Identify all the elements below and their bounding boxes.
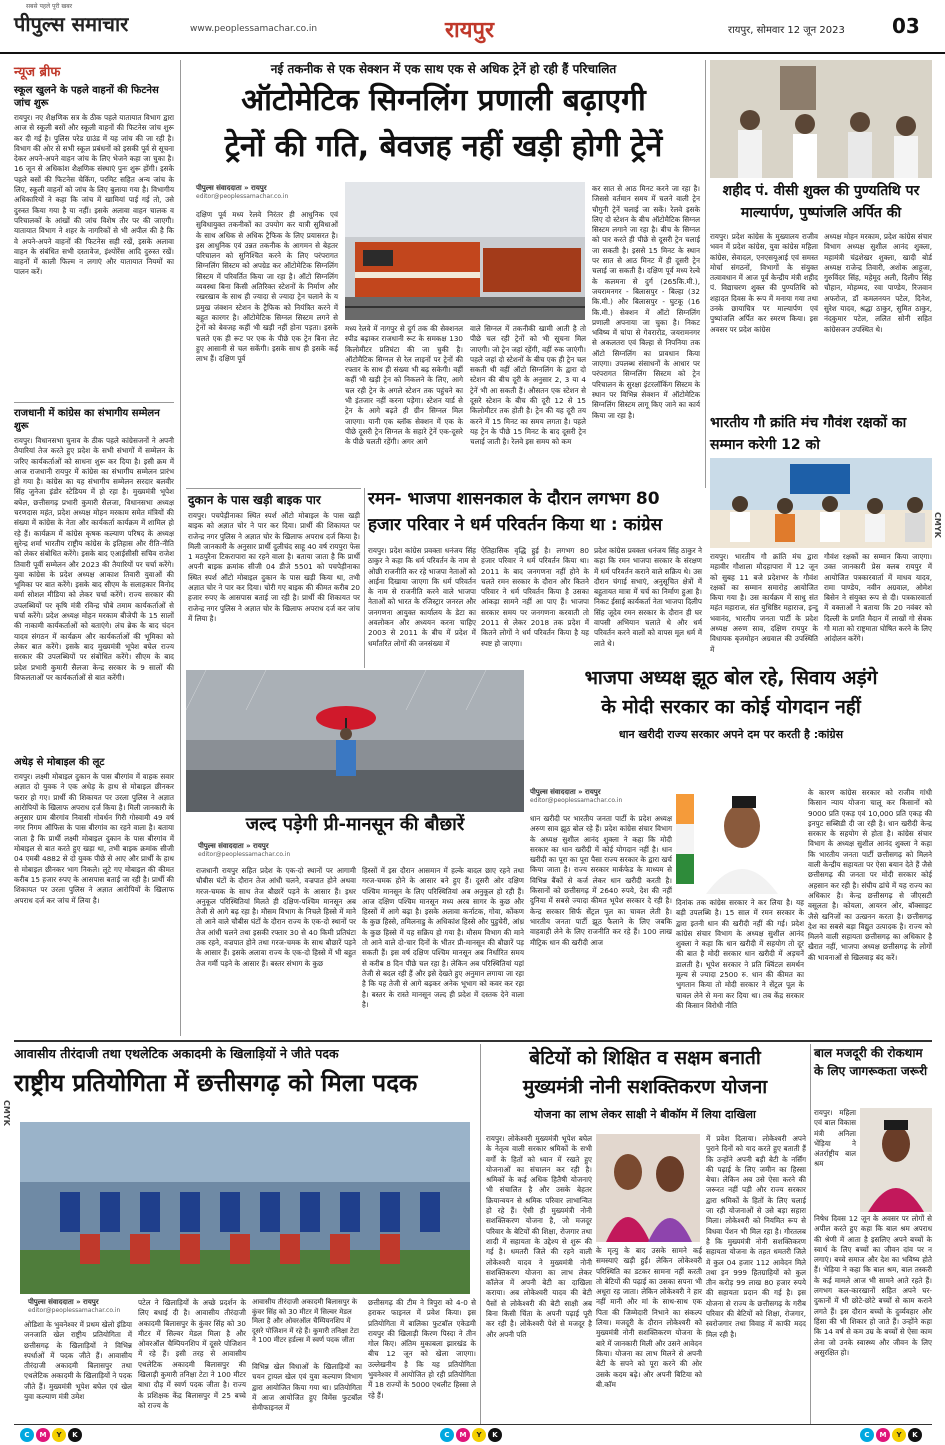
minister-photo bbox=[860, 1108, 932, 1212]
issue-date: रायपुर, सोमवार 12 जून 2023 bbox=[728, 25, 845, 36]
team-photo bbox=[20, 1122, 470, 1294]
rail-headline-line2: ट्रेनों की गति, बेवजह नहीं खड़ी होगी ट्रेनें bbox=[224, 129, 663, 164]
column-rule bbox=[480, 1044, 481, 1424]
cmyk-m: M bbox=[876, 1428, 890, 1442]
rail-col-1: दक्षिण पूर्व मध्य रेलवे निरंतर ही आधुनिक एवं सुविधायुक्त तकनीकों का उपयोग कर यात्री सुविधाओं के साथ अधिक से अधिक ट्रैफिक के लिए प्रयासरत है। इस आधुनिक एवं उन्नत तकनीक के आगमन से बेहतर परिचालन को सुनिश्चित करने के लिए परंपरागत सिग्नलिंग सिस्टम को अपग्रेड कर ऑटोमेटिक सिग्नलिंग सिस्टम में परिवर्तित किया जा रहा है। ऑटो सिग्नलिंग व्यवस्था बिना किसी अतिरिक्त स्टेशनों के निर्माण और रखरखाव के साथ ही ज्यादा से ज्यादा ट्रेन चलाने के य प्रमुख जंक्शन स्टेशन के ट्रैफिक को नियंत्रित करने में बहुत कारगर है। ऑटोमेटिक सिग्नल सिस्टम लगने से ट्रेनों को बेवजह कहीं भी खड़ी नहीं होना पड़ता। इसके चलते एक ही रूट पर एक के पीछे एक ट्रेन बिना लेट हुए आसानी से चल सकेंगी। इसके साथ ही इसके कई लाभ हैं। दक्षिण पूर्व bbox=[196, 210, 338, 364]
side-cmyk-mark: CMYK bbox=[2, 1100, 11, 1126]
rail-headline-line1: ऑटोमेटिक सिग्नलिंग प्रणाली बढ़ाएगी bbox=[241, 83, 646, 118]
side-cmyk-mark: CMYK bbox=[933, 512, 942, 538]
train-photo bbox=[345, 182, 585, 320]
cmyk-y: Y bbox=[472, 1428, 486, 1442]
archery-byline: पीपुल्स संवाददाता » रायपुर bbox=[28, 1298, 99, 1306]
news-brief-label: न्यूज ब्रीफ bbox=[14, 65, 61, 80]
tribute-col-1: रायपुर। प्रदेश कांग्रेस के मुख्यालय राजीव भवन में प्रदेश कांग्रेस, युवा कांग्रेस महिला कांग्रेस, सेवादल, एनएसयूआई एवं समस्त मोर्चा संगठनों, विभागों के संयुक्त तत्वावधान में आज पूर्व केन्द्रीय मंत्री शहीद पं. विद्याचरण शुक्ल की पुण्यतिथि को शहादत दिवस के रूप में मनाया गया तथा उनके छायाचित्र पर माल्यार्पण एवं पुष्पांजलि अर्पित कर स्मरण किया। इस अवसर पर प्रदेश कांग्रेस bbox=[710, 232, 818, 334]
rail-email[interactable]: editor@peoplessamachar.co.in bbox=[196, 193, 289, 200]
monsoon-email[interactable]: editor@peoplessamachar.co.in bbox=[198, 851, 291, 858]
brand-logo: पीपुल्स समाचार bbox=[14, 12, 129, 36]
masthead bbox=[0, 0, 945, 54]
column-rule bbox=[180, 60, 181, 1036]
child-labour-headline-box bbox=[814, 1044, 932, 1104]
column-rule bbox=[364, 488, 365, 668]
rain-photo bbox=[186, 670, 524, 812]
conversion-headline-line2: हजार परिवार ने धर्म परिवर्तन किया था : कांग्रेस bbox=[368, 515, 663, 535]
cmyk-k: K bbox=[68, 1428, 82, 1442]
rail-col-3: वाले सिग्नल में तकनीकी खामी आती है तो पीछे चल रही ट्रेनों को भी सूचना मिल जाएगी। जो ट्रेन जहां रहेंगी, वहीं रुक जाएंगी। पहले जहां दो स्टेशनों के बीच एक ही ट्रेन चल सकती थी वहीं ऑटो सिग्नलिंग के द्वारा दो स्टेशन की बीच दूरी के अनुसार 2, 3 या 4 ट्रेनें भी आ सकती हैं। औसतन एक स्टेशन से दूसरे स्टेशन के बीच की दूरी 12 से 15 किलोमीटर तक होती है। ट्रेन की यह दूरी तय करने में 15 मिनट का समय लगता है। पहले यह ट्रेन के पीछे 15 मिनट के बाद दूसरी ट्रेन चलाई जाती है। रेलवे इस समय को कम bbox=[470, 324, 586, 447]
brief-body-1: रायपुर। नए शैक्षणिक सत्र के ठीक पहले यातायात विभाग द्वारा आज से स्कूली बसों और स्कूली वाहनों की फिटनेस जांच शुरू कर दी गई है। पुलिस परेड ग्राउंड में यह जांच की जा रही है। विभाग की ओर से सभी स्कूल प्रबंधनों को इसकी पूर्व से सूचना देकर अपने-अपने वाहन जांच के लिए भेजने कहा जा चुका है। 16 जून से अधिकांश शैक्षणिक संस्थाएं पुनः शुरू होंगी। इसके पहले बसों की फिटनेस चेकिंग, परमिट सहित अन्य जांच के लिए, स्कूली वाहनों को जांच के लिए बुलाया गया है। विभागीय अधिकारियों ने कहा कि जांच में खामियां पाई गई तो, उसे दुरुस्त किया गया है या नहीं। इसके अलावा वाहन चालक व परिचालकों के आंखों की जांच विशेष तौर पर की जाएगी। यातायात विभाग ने शहर के नागरिकों से भी अपील की है कि वे अपने-अपने वाहनों की फिटनेस सही रखें, इसके अलावा वाहन के संबंधित सभी दस्तावेज, इंश्योरेंस आदि दुरुस्त रखें। वाहनों में काली फिल्म न लगाएं और यातायात नियमों का पालन करें। bbox=[14, 113, 174, 277]
footer-rule bbox=[14, 1424, 932, 1425]
conversion-headline-box bbox=[368, 486, 703, 542]
tribute-col-2: अध्यक्ष मोहन मरकाम, प्रदेश कांग्रेस संचार विभाग अध्यक्ष सुशील आनंद शुक्ला, महामंत्री चंद्रशेखर शुक्ला, खादी बोर्ड अध्यक्ष राजेन्द्र तिवारी, अशोक आहूजा, गुरुविंदर सिंह, महेमूद अली, दिलीप सिंह चौहान, मोहम्मद, रवा पाण्डेय, रिजवान अफरोज, डॉ कमलनयन पटेल, दिनेश, सुरेश यादव, श्रद्धा ठाकुर, सुमित ठाकुर, नंदकुमार पटेल, ललित सोनी सहित कांग्रेसजन उपस्थित थे। bbox=[824, 232, 932, 334]
section-divider bbox=[14, 1040, 932, 1042]
rail-byline: पीपुल्स संवाददाता » रायपुर bbox=[196, 184, 267, 192]
bjp-headline-line2: के मोदी सरकार का कोई योगदान नहीं bbox=[601, 696, 861, 718]
bjp-col-3: के कारण कांग्रेस सरकार को राजीव गांधी किसान न्याय योजना चालू कर किसानों को 9000 प्रति एकड़ एवं 10,000 प्रति एकड़ की इनपुट सब्सिडी दी जा रही है। धान खरीदी केन्द्र सरकार के सहयोग से होता है। कांग्रेस संचार विभाग के अध्यक्ष सुशील आनंद शुक्ला ने कहा कि भारतीय जनता पार्टी छत्तीसगढ़ को मिलने वाली केन्द्रीय सहायता पर ऐसा बयान देते हैं जैसे छत्तीसगढ़ की जनता पर मोदी सरकार कोई अहसान कर रही है। संघीय ढांचे में यह राज्य का अधिकार है। केन्द्र छत्तीसगढ़ से जीएसटी वसूलता है। कोयला, आयरन ओर, बॉक्साइट जैसे खनिजों का उत्खनन करता है। छत्तीसगढ़ देश का सबसे बड़ा विद्युत उत्पादक है। राज्य को मिलने वाली सहायता छत्तीसगढ़ का अधिकार है खैरात नहीं, भाजपा अध्यक्ष छत्तीसगढ़ के लोगों की भावनाओं से खिलवाड़ बंद करें। bbox=[808, 788, 932, 962]
politician-illustration bbox=[676, 788, 802, 894]
cmyk-y: Y bbox=[892, 1428, 906, 1442]
monsoon-byline-box bbox=[198, 842, 358, 862]
monsoon-headline: जल्द पड़ेगी प्री-मानसून की बौछारें bbox=[245, 814, 465, 835]
cmyk-k: K bbox=[908, 1428, 922, 1442]
archery-headline-box bbox=[14, 1044, 476, 1122]
child-labour-col-2: निषेध दिवस 12 जून के अवसर पर लोगों से अपील करते हुए कहा कि बाल श्रम अपराध की श्रेणी में आता है इसलिए अपने बच्चों के स्वार्थ के लिए बच्चों का जीवन दांव पर न लगाएं। बच्चे समाज और देश का भविष्य होते हैं। भेड़िया ने कहा कि बाल श्रम, बाल तस्करी के कई मामले आज भी सामने आते रहते हैं। लगभग कल-कारखानों सहित अपने घर-दुकानों में भी छोटे-छोटे बच्चों से काम कराने लगते हैं। इस दौरान बच्चों के दुर्व्यवहार और हिंसा की भी शिकार हो जाते हैं। उन्होंने कहा कि 14 वर्ष से कम उम्र के बच्चों से ऐसा काम लेना जो उनके स्वास्थ्य और जीवन के लिए असुरक्षित हो। bbox=[814, 1214, 932, 1357]
rail-byline-box bbox=[196, 184, 336, 208]
team-illustration bbox=[20, 1122, 470, 1294]
archery-highlight-box: आवासीय तीरंदाजी अकादमी बिलासपुर के कुंवर सिंह को 30 मीटर में सिल्वर मेडल मिला है और ओवरऑल चैम्पियनशिप में दूसरे पोजिशन में रहे हैं। कुमारी तनिक्षा टेटा ने 100 मीटर हर्डल्स में स्वर्ण पदक जीता bbox=[252, 1298, 359, 1344]
bjp-byline-box bbox=[530, 788, 670, 812]
cow-event-photo bbox=[710, 458, 932, 548]
conversion-col-3: प्रदेश कांग्रेस प्रवक्ता धनंजय सिंह ठाकुर ने कहा कि रमन भाजपा सरकार के संरक्षण में धर्म परिवर्तन कराने वाले सक्रिय थे। उस दौरान चंगाई सभाएं, अनुसूचित क्षेत्रों में बहुतायत मात्रा में चर्च का निर्माण हुआ है। निकट ईसाई कार्यकर्ता नेता भाजपा दिलीप सिंह जूदेव रमन सरकार के दौरान ही घर वापसी अभियान चलाते थे और धर्म परिवर्तन करने वालों को वापस मूल धर्म में लाते थे। bbox=[594, 546, 702, 648]
cmyk-c: C bbox=[440, 1428, 454, 1442]
cmyk-y: Y bbox=[52, 1428, 66, 1442]
brief-headline-1: स्कूल खुलने के पहले वाहनों की फिटनेस जांच शुरू bbox=[14, 85, 159, 109]
city-title: रायपुर bbox=[445, 18, 494, 43]
archery-kicker: आवासीय तीरंदाजी तथा एथलेटिक अकादमी के खिलाड़ियों ने जीते पदक bbox=[14, 1046, 339, 1061]
child-labour-headline: बाल मजदूरी की रोकथाम के लिए जागरूकता जरूरी bbox=[814, 1046, 928, 1078]
cmyk-registration-center bbox=[440, 1428, 502, 1442]
noni-col-2: के मृत्यु के बाद उसके सामने कई समस्याएं खड़ी हुईं। लेकिन लोकेश्वरी परिस्थिति का डटकर सामना नहीं करती तो बेटियों की पढ़ाई का उसका सपना भी अधूरा रह जाता। लेकिन लोकेश्वरी ने हार नहीं मानी और मां के साथ-साथ एक पिता की जिम्मेदारी निभाने का संकल्प लिया। मजदूरी के दौरान लोकेश्वरी को मुख्यमंत्री नोनी सशक्तिकरण योजना के बारे में जानकारी मिली और उसने आवेदन किया। योजना का लाभ मिलने से अपनी बेटी के सपने को पूरा करने की ओर उसके कदम बढ़े। और अपनी बिटिया को बी.कॉम bbox=[596, 1246, 702, 1389]
archery-col-2: पटेल ने खिलाड़ियों के अच्छे प्रदर्शन के लिए बधाई दी है। आवासीय तीरंदाजी अकादमी बिलासपुर के कुंवर सिंह को 30 मीटर में सिल्वर मेडल मिला है और ओवरऑल चैम्पियनशिप में दूसरे पोजिशन में रहे हैं। इसी तरह से आवासीय एथलेटिक अकादमी बिलासपुर की खिलाड़ी कुमारी तनिक्षा टेटा ने 100 मीटर बाधा दौड़ में स्वर्ण पदक जीता है। राज्य के प्रशिक्षक केंद्र बिलासपुर में 25 बच्चे को राज्य के bbox=[138, 1298, 246, 1410]
archery-email[interactable]: editor@peoplessamachar.co.in bbox=[28, 1307, 121, 1314]
brand-tagline: सबसे पहले पूरी खबर bbox=[26, 3, 73, 10]
tribute-headline-box bbox=[710, 180, 932, 228]
divider bbox=[186, 488, 361, 489]
minister-illustration bbox=[860, 1108, 932, 1212]
rail-headline-block bbox=[186, 60, 701, 180]
bjp-headline-box bbox=[530, 664, 932, 756]
rain-illustration bbox=[186, 670, 524, 812]
website-url[interactable]: www.peoplessamachar.co.in bbox=[190, 24, 318, 34]
cmyk-c: C bbox=[20, 1428, 34, 1442]
tribute-photo bbox=[710, 60, 932, 178]
cow-headline: भारतीय गौ क्रांति मंच गौवंश रक्षकों का सम्मान करेगी 12 को bbox=[710, 415, 907, 453]
archery-col-3: विभिन्न खेल विधाओं के खिलाड़ियों का चयन ट्रायल खेल एवं युवा कल्याण विभाग द्वारा आयोजित किया गया था। प्रतियोगिता में आज आयोजित हुए विमेंस फुटबॉल सेमीफाइनल में bbox=[252, 1362, 362, 1413]
women-photo bbox=[596, 1134, 700, 1242]
cmyk-c: C bbox=[860, 1428, 874, 1442]
brief-headline-2: राजधानी में कांग्रेस का संभागीय सम्मेलन शुरू bbox=[14, 408, 160, 432]
bjp-col-1: धान खरीदी पर भारतीय जनता पार्टी के प्रदेश अध्यक्ष अरुण साव झूठ बोल रहे हैं। प्रदेश कांग्रेस संचार विभाग के अध्यक्ष सुशील आनंद शुक्ला ने कहा कि मोदी सरकार का धान खरीदी में कोई योगदान नहीं है। धान खरीदी का पूरा का पूरा पैसा राज्य सरकार के द्वारा खर्च किया जाता है। राज्य सरकार मार्कफेड के माध्यम से विभिन्न बैंकों से कर्ज लेकर धान खरीदी करती है। किसानों को छत्तीसगढ़ में 2640 रुपये, देश की नहीं दुनिया में सबसे ज्यादा कीमत भूपेश सरकार दे रही है। केन्द्र सरकार सिर्फ सेंट्रल पूल का चावल लेती है। भारतीय जनता पार्टी झूठ फैलाने के लिए जबकि वाहवाही लेने के लिए राजनीति कर रहे हैं। 100 लाख मीट्रिक धान की खरीदी आज bbox=[530, 814, 672, 947]
column-rule bbox=[810, 1044, 811, 1424]
brief-body-2: रायपुर। विधानसभा चुनाव के ठीक पहले कांग्रेसजनों ने अपनी तैयारियां तेज करते हुए प्रदेश के सभी संभागों में सम्मेलन के जरिए कार्यकर्ताओं को साधना शुरू कर दिया है। इसी क्रम में आज राजधानी रायपुर में कांग्रेस का संभागीय सम्मेलन प्रारंभ हो गया है। कांग्रेस का यह संभागीय सम्मेलन सरदार बलवीर सिंह जुनेजा इंडोर स्टेडियम में हो रहा है। मुख्यमंत्री भूपेश बघेल, छत्तीसगढ़ प्रभारी कुमारी सैलजा, विधानसभा अध्यक्ष चरणदास महंत, प्रदेश अध्यक्ष मोहन मरकाम समेत मंत्रियों की संख्या में कांग्रेस के नेता और कार्यकर्ता कार्यक्रम में शामिल हो रहे हैं। कार्यक्रम में कांग्रेस कृषक कल्याण परिषद के अध्यक्ष सुरेन्द्र शर्मा भारतीय राष्ट्रीय कांग्रेस के इतिहास और रीति-नीति को लेकर संबोधित करेंगे। इसके बाद एआईसीसी सचिव राजेश तिवारी पूर्वी सम्मेलन और 2023 की तैयारियों पर चर्चा करेंगे। युवा कांग्रेस के प्रदेश अध्यक्ष आकाश तिवारी युवाओं की भूमिका पर बात करेंगे। इसके बाद सीएम के सलाहकार विनोद वर्मा सोशल मीडिया को लेकर चर्चा करेंगे। राज्य सरकार की उपलब्धियों पर कृषि मंत्री रविन्द्र चौबे तमाम कार्यकर्ताओं से चर्चा करेंगे। प्रदेश अध्यक्ष मोहन मरकाम बीजेपी के 15 सालों की नाकामी कार्यकर्ताओं को बताएंगे। लंच ब्रेक के बाद चंदन यादव संगठन में कार्यक्रम और कार्यकर्ताओं की भूमिका को लेकर बात करेंगे। इसके बाद मुख्यमंत्री भूपेश बघेल राज्य सरकार की उपलब्धियों पर संबोधित करेंगे। सीएम के बाद प्रदेश प्रभारी कुमारी सैलजा केन्द्र सरकार के 9 सालों की विफलताओं पर कार्यकर्ताओं से बात करेंगी। bbox=[14, 436, 174, 682]
bike-headline: दुकान के पास खड़ी बाइक पार bbox=[188, 493, 321, 507]
child-labour-col-1: रायपुर। महिला एवं बाल विकास मंत्री अनिला भेंड़िया ने अंतर्राष्ट्रीय बाल श्रम bbox=[814, 1108, 856, 1169]
rail-photo-caption: मध्य रेलवे में नागपुर से दुर्ग तक की सेक्शनल स्पीड बढ़ाकर राजधानी रूट के समकक्ष 130 किलोमीटर प्रतिघंटा की जा चुकी है। ऑटोमैटिक सिग्नल से रेल लाइनों पर ट्रेनों की रफ्तार के साथ ही संख्या भी बढ़ सकेगी। वहीं कहीं भी खड़ी ट्रेन को निकलने के लिए, आगे चल रही ट्रेन के अगले स्टेशन तक पहुंचने का भी इंतजार नहीं करना पड़ेगा। स्टेशन यार्ड से ट्रेन के आगे बढ़ते ही ग्रीन सिग्नल मिल जाएगा। यानी एक ब्लॉक सेक्शन में एक के पीछे दूसरी ट्रेन सिग्नल के सहारे ट्रेनें एक-दूसरे के पीछे चलती रहेंगी। अगर आगे bbox=[345, 324, 463, 447]
cow-event-illustration bbox=[710, 458, 932, 548]
tribute-headline: शहीद पं. वीसी शुक्ल की पुण्यतिथि पर माल्यार्पण, पुष्पांजलि अर्पित की bbox=[722, 183, 920, 221]
monsoon-col-1: राजधानी रायपुर सहित प्रदेश के एक-दो स्थानों पर आगामी चौबीस घंटों के दौरान तेज आंधी चलने, वज्रपात होने अथवा गरज-चमक के साथ तेज बौछारें पड़ने के आसार हैं। इधर अनुकूल परिस्थितियां मिलते ही दक्षिण-पश्चिम मानसून अब तेजी से आगे बढ़ रहा है। मौसम विभाग के निचले हिस्से में माने तो आने वाले चौबीस घंटों के दौरान राज्य के एक-दो स्थानों पर तेज आंधी चलने तथा इसकी रफ्तार 30 से 40 किमी प्रतिघंटा तक रहने, वज्रपात होने तथा गरज-चमक के साथ बौछारें पड़ने के आसार हैं। इसके अलावा राज्य के एक-दो हिस्से में भी बहुत तेज गर्मी पड़ने के आसार हैं। बस्तर संभाग के कुछ bbox=[196, 866, 356, 968]
cmyk-m: M bbox=[36, 1428, 50, 1442]
noni-col-3: में प्रवेश दिलाया। लोकेश्वरी अपने पुराने दिनों को याद करते हुए बताती हैं कि उन्होंने अपनी बड़ी बेटी के नर्सिंग की पढ़ाई के लिए जमीन का हिस्सा बेचा। लेकिन अब उसे ऐसा करने की जरूरत नहीं पड़ी और राज्य सरकार द्वारा श्रमिकों के हितों के लिए चलाई जा रही योजनाओं से उसे बड़ा सहारा मिला। लोकेश्वरी को नियमित रूप से विधवा पेंशन भी मिल रहा है। गौरतलब है कि मुख्यमंत्री नोनी सशक्तिकरण सहायता योजना के तहत धमतरी जिले में कुल 04 हजार 112 आवेदन मिले तथा इन 999 हितग्राहियों को कुल तीन करोड़ 99 लाख 80 हजार रुपये की सहायता प्रदान की गई है। इस योजना से राज्य के छत्तीसगढ़ के गरीब परिवार की बेटियों को शिक्षा, रोजगार, स्वरोजगार तथा विवाह में काफी मदद मिल रही है। bbox=[706, 1134, 806, 1339]
conversion-col-1: रायपुर। प्रदेश कांग्रेस प्रवक्ता धनंजय सिंह ठाकुर ने कहा कि धर्म परिवर्तन के नाम से ओछी राजनीति कर रहे भाजपा नेताओं को आईना दिखाया जाएगा कि धर्म परिवर्तन के नाम से राजनीति करने वाले भाजपा नेताओं को भारत के रजिस्ट्रार जनरल और जनगणना आयुक्त कार्यालय के डेटा का अवलोकन और अध्ययन करना चाहिए 2003 से 2011 के बीच में प्रदेश में धर्मांतरित लोगों की जनसंख्या में bbox=[368, 546, 476, 648]
bjp-email[interactable]: editor@peoplessamachar.co.in bbox=[530, 797, 623, 804]
cmyk-k: K bbox=[488, 1428, 502, 1442]
cow-col-1: रायपुर। भारतीय गौ क्रांति मंच द्वारा महावीर गौशाला मौदहापारा में 12 जून को सुबह 11 बजे प्रदेशभर के गौवंश रक्षकों का सम्मान समारोह आयोजित किया गया है। उस कार्यक्रम में साधु संत महंत महाराज, संत युधिष्ठिर महाराज, इन्दु भवानंद, भारतीय जनता पार्टी के प्रदेश अध्यक्ष अरुण साव, दक्षिण रायपुर के विधायक बृजमोहन अग्रवाल की उपस्थिति में bbox=[710, 552, 818, 654]
train-illustration bbox=[345, 182, 585, 320]
noni-headline-line2: मुख्यमंत्री नोनी सशक्तिकरण योजना bbox=[522, 1076, 768, 1098]
cow-headline-box bbox=[710, 412, 932, 456]
news-brief-column bbox=[14, 62, 174, 682]
column-rule bbox=[705, 60, 706, 488]
women-illustration bbox=[596, 1134, 700, 1242]
bjp-headline-line1: भाजपा अध्यक्ष झूठ बोल रहे, सिवाय अड़ंगे bbox=[584, 667, 878, 689]
monsoon-byline: पीपुल्स संवाददाता » रायपुर bbox=[198, 842, 269, 850]
noni-headline-box bbox=[486, 1044, 804, 1134]
divider bbox=[14, 402, 174, 403]
cmyk-registration-right bbox=[860, 1428, 922, 1442]
conversion-col-2: ऐतिहासिक वृद्धि हुई है। लगभग 80 हजार परिवार ने धर्म परिवर्तन किया था। 2011 के बाद जनगणना नहीं होने के चलते रमन सरकार के दौरान और कितने परिवार ने धर्म परिवर्तन किया है उसका आंकड़ा सामने नहीं आ पाए हैं। भाजपा सरकार समय पर जनगणना करवाती तो 2011 से लेकर 2018 तक प्रदेश में कितने लोगों ने धर्म परिवर्तन किया है यह स्पष्ट हो जाएगा। bbox=[481, 546, 589, 648]
archery-headline: राष्ट्रीय प्रतियोगिता में छत्तीसगढ़ को मिला पदक bbox=[14, 1069, 418, 1097]
monsoon-col-2: हिस्सों में इस दौरान आसमान में हल्के बादल छाए रहने तथा गरज-चमक होने के आसार बने हुए हैं। दूसरी ओर दक्षिण पश्चिम मानसून के लिए परिस्थितियां अब अनुकूल हो रही हैं। आज दक्षिण पश्चिम मानसून मध्य अरब सागर के कुछ और हिस्सों में आगे बढ़ा है। इसके अलावा कर्नाटक, गोवा, कोंकण के कुछ हिस्से, तमिलनाडु के अधिकांश हिस्से और पुडुचेरी, आंध्र के कुछ हिस्से में यह सक्रिय हो गया है। मौसम विभाग की माने तो आने वाले दो-चार दिनों के भीतर प्री-मानसून की बौछारें पड़ सकती हैं। इस वर्ष दक्षिण पश्चिम मानसून अब निर्धारित समय से करीब 8 दिन पीछे चल रहा है। लेकिन अब परिस्थितियां यहां तेजी से बदल रही हैं और इसे देखते हुए अनुमान लगाया जा रहा है कि यह तेजी से आगे बढ़कर अनेक भूभाग को कवर कर रहा है। बस्तर के रास्ते मानसून जल्द ही प्रदेश में दस्तक देने वाला है। bbox=[362, 866, 524, 1009]
bike-story bbox=[188, 492, 360, 664]
bjp-byline: पीपुल्स संवाददाता » रायपुर bbox=[530, 788, 601, 796]
archery-col-1: ओडिशा के भुवनेश्वर में प्रथम खेलो इंडिया जनजाति खेल राष्ट्रीय प्रतियोगिता में छत्तीसगढ़ के खिलाड़ियों ने विभिन्न स्पर्धाओं में पदक जीते हैं। आवासीय तीरंदाजी अकादमी बिलासपुर तथा एथलेटिक अकादमी के खिलाड़ियों ने पदक जीते हैं। मुख्यमंत्री भूपेश बघेल एवं खेल युवा कल्याण मंत्री उमेश bbox=[24, 1320, 132, 1402]
noni-kicker: योजना का लाभ लेकर साक्षी ने बीकॉम में लिया दाखिला bbox=[534, 1108, 756, 1121]
page-number: 03 bbox=[892, 14, 920, 38]
brief-body-3: रायपुर। लक्ष्मी मोबाइल दुकान के पास बीरगांव में वाहक सवार अज्ञात दो युवक ने एक अधेड़ के हाथ से मोबाइल छीनकर फरार हो गए। प्रार्थी की शिकायत पर उरला पुलिस ने अज्ञात आरोपियों के खिलाफ अपराध दर्ज किया है। मिली जानकारी के अनुसार ग्राम बीरगांव निवासी गोवर्धन गिरी गोस्वामी 49 वर्ष नगर निगम ऑफिस के पास बीरगांव का रहने वाला है। बताया जाता है कि प्रार्थी लक्ष्मी मोबाइल दुकान के पास बीरगांव में मोबाइल से बात करते हुए खड़ा था, तभी बाइक क्रमांक सीजी 04 एमबी 4882 से दो युवक पीछे से आए और प्रार्थी के हाथ से मोबाइल छीनकर भाग निकले। लूटे गए मोबाइल की कीमत करीब 15 हजार रुपए के आसपास बताई जा रही है। प्रार्थी की शिकायत पर उरला पुलिस ने अज्ञात आरोपियों के खिलाफ अपराध दर्ज कर जांच में लिया है। bbox=[14, 772, 174, 905]
archery-col-4: छत्तीसगढ़ की टीम ने त्रिपुरा को 4-0 से हराकर फाइनल में प्रवेश किया। इस प्रतियोगिता में बालिका फुटबॉल एकेडमी रायपुर की खिलाड़ी किरण पिस्दा ने तीन गोल किए। अंतिम मुकाबला झारखंड के बीच 12 जून को खेला जाएगा। उल्लेखनीय है कि यह प्रतियोगिता भुवनेश्वर में आयोजित हो रही प्रतियोगिता में 18 राज्यों के 5000 एथलीट हिस्सा ले रहे हैं। bbox=[368, 1298, 476, 1400]
politician-photo bbox=[676, 788, 802, 894]
cmyk-m: M bbox=[456, 1428, 470, 1442]
cow-col-2: गौवंश रक्षकों का सम्मान किया जाएगा। उक्त जानकारी प्रेस क्लब रायपुर में आयोजित पत्रकारवार्ता में माधव यादव, रामा पाण्डेय, नवीन अग्रवाल, ओमेश बिसेन ने संयुक्त रूप से दी। पत्रकारवार्ता में वक्ताओं ने बताया कि 20 नवंबर को दिल्ली के प्रगति मैदान में लाखों गो सेवक गौ माता को राष्ट्रमाता घोषित करने के लिए आंदोलन करेंगे। bbox=[824, 552, 932, 644]
conversion-headline-line1: रमन- भाजपा शासनकाल के दौरान लगभग 80 bbox=[368, 489, 660, 509]
rail-kicker: नई तकनीक से एक सेक्शन में एक साथ एक से अधिक ट्रेनें हो रही हैं परिचालित bbox=[270, 62, 617, 76]
noni-col-1: रायपुर। लोकेश्वरी मुख्यमंत्री भूपेश बघेल के नेतृत्व वाली सरकार श्रमिकों के सभी वर्गों के हितों को ध्यान में रखते हुए योजनाओं का संचालन कर रही है। श्रमिकों के कई अधिक हितैषी योजनाएं भी संचालित है और उसके बेहतर क्रियान्वयन से श्रमिक परिवार लाभान्वित हो रहे हैं। ऐसी ही मुख्यमंत्री नोनी सशक्तिकरण योजना है, जो मजदूर परिवार के बेटियों की शिक्षा, रोजगार तथा शादी में सहायता के उद्देश्य से शुरू की गई है। धमतरी जिले की रहने वाली लोकेश्वरी यादव ने मुख्यमंत्री नोनी सशक्तिकरण योजना का लाभ लेकर कॉलेज में अपनी बेटी का दाखिला कराया। अब लोकेश्वरी यादव की बेटी पैसों से लोकेश्वरी की बेटी साक्षी अब बिना किसी चिंता के अपनी पढ़ाई पूरी कर रही है। लोकेश्वरी पेशे से मजदूर है और अपनी पति bbox=[486, 1134, 592, 1339]
rail-col-4: कर सात से आठ मिनट करने जा रहा है। जिससे वर्तमान समय में चलने वाली ट्रेन चौगुनी ट्रेनें चलाई जा सकें। रेलवे इसके लिए दो स्टेशन के बीच ऑटोमैटिक सिग्नल सिस्टम लगाने जा रहा है। बीच के सिग्नल को पार करते ही पीछे से दूसरी ट्रेन चलाई जा सकती है। इससे 15 मिनट के स्थान पर सात से आठ मिनट में ही दूसरी ट्रेन चलाई जा सकती है। दक्षिण पूर्व मध्य रेल्वे के कलमना से दुर्ग (265कि.मी.), जयरामनगर - बिलासपुर - बिल्हा (32 कि.मी.) और बिलासपुर - घुटकू (16 कि.मी.) सेक्शन में ऑटो सिग्नलिंग प्रणाली अपनाया जा चुका है। निकट भविष्य में चांपा से गेवरारोड, जयरामनगर से अकलतरा एवं बिल्हा से निपनिया तक ऑटो सिग्नलिंग का प्रावधान किया जाएगा। उपलब्ध संसाधनों के आधार पर परंपरागत सिग्नलिंग सिस्टम को ट्रेन परिचालन के सुरक्षा इंटरलॉकिंग सिस्टम के स्थान पर विभिन्न सेक्शन में ऑटोमेटिक सिग्नलिंग सिस्टम लागू किए जाने का कार्य किया जा रहा है। bbox=[592, 184, 700, 420]
bjp-kicker: धान खरीदी राज्य सरकार अपने दम पर करती है :कांग्रेस bbox=[618, 728, 844, 741]
brief-headline-3: अधेड़ से मोबाइल की लूट bbox=[14, 757, 105, 768]
cmyk-registration-left bbox=[20, 1428, 82, 1442]
bjp-col-2: दिनांक तक कांग्रेस सरकार ने कर लिया है। यह बड़ी उपलब्धि है। 15 साल में रमन सरकार के द्वारा इतनी धान की खरीदी नहीं की गई। प्रदेश कांग्रेस संचार विभाग के अध्यक्ष सुशील आनंद शुक्ला ने कहा कि धान खरीदी में सहयोग तो दूर की बात है मोदी सरकार धान खरीदी में अड़चनें डालती है। भूपेश सरकार ने प्रति क्विंटल समर्थन मूल्य से ज्यादा 2500 रु. धान की कीमत का भुगतान किया तो मोदी सरकार ने सेंट्रल पूल के चावल लेने से मना कर दिया था। तब केंद्र सरकार की किसान विरोधी नीति bbox=[676, 898, 804, 1010]
mobile-loot-story bbox=[14, 756, 174, 1031]
tribute-illustration bbox=[710, 60, 932, 178]
bike-body: रायपुर। पचपेड़ीनाका स्थित स्पर्श ऑटो मोबाइल के पास खड़ी बाइक को अज्ञात चोर ने पार कर दिया। प्रार्थी की शिकायत पर राजेन्द्र नगर पुलिस ने अज्ञात चोर के खिलाफ अपराध दर्ज किया है। मिली जानकारी के अनुसार प्रार्थी दुलीचंद साहू 40 वर्ष रायपुरा फेस 1 मठपुरैना टिकरापारा का रहने वाला है। बताया जाता है कि प्रार्थी अपनी बाइक क्रमांक सीजी 04 डीजे 5501 को पचपेड़ीनाका स्थित स्पर्श ऑटो मोबाइल दुकान के पास खड़ी किया था, तभी अज्ञात चोर ने पार कर दिया। चोरी गए बाइक की कीमत करीब 20 हजार रुपए के आसपास बताई जा रही है। प्रार्थी की शिकायत पर राजेन्द्र नगर पुलिस ने अज्ञात चोर के खिलाफ अपराध दर्ज कर जांच में लिया है। bbox=[188, 511, 360, 623]
noni-headline-line1: बेटियों को शिक्षित व सक्षम बनाती bbox=[529, 1047, 761, 1069]
